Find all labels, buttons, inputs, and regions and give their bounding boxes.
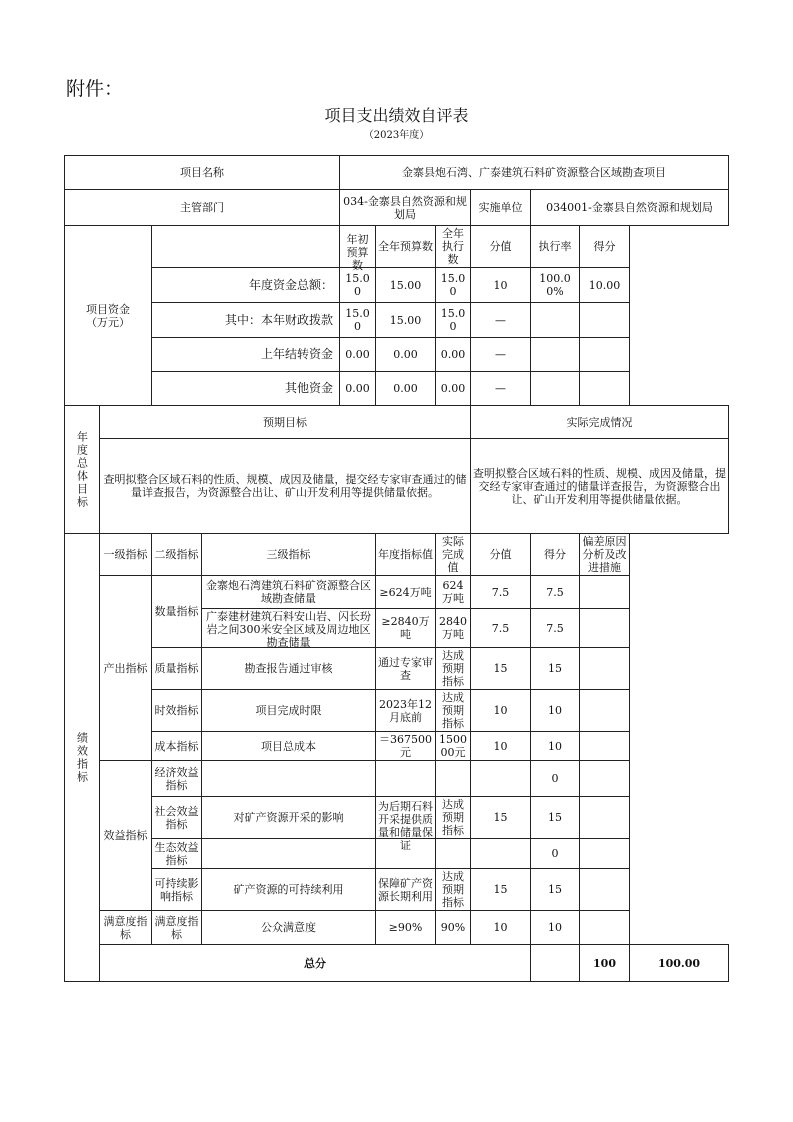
total-value: 100 (580, 945, 630, 982)
indicator-actual: 达成预期指标 (436, 648, 471, 690)
funds-row-label: 上年结转资金 (152, 338, 340, 372)
funds-budget: 15.00 (376, 303, 436, 338)
indicator-value: 15 (471, 869, 531, 911)
indicator-note (580, 576, 630, 609)
funds-header-score: 得分 (580, 226, 630, 268)
perf-header-deviation: 偏差原因分析及改进措施 (580, 534, 630, 576)
indicator-value: 15 (471, 648, 531, 690)
funds-initial: 15.00 (340, 268, 376, 303)
self-evaluation-table (64, 155, 729, 982)
indicator-score: 10 (531, 732, 580, 761)
indicator-target: 2023年12月底前 (376, 690, 436, 732)
perf-header-level2: 二级指标 (152, 534, 202, 576)
funds-score (580, 338, 630, 372)
indicator-note (580, 761, 630, 797)
indicator-value: 7.5 (471, 609, 531, 648)
indicator-row (65, 911, 729, 945)
funds-header-budget: 全年预算数 (376, 226, 436, 268)
perf-header-value: 分值 (471, 534, 531, 576)
indicator-third-level: 项目总成本 (202, 732, 376, 761)
indicator-target: ＝367500元 (376, 732, 436, 761)
indicator-note (580, 648, 630, 690)
indicator-target: 保障矿产资源长期利用 (376, 869, 436, 911)
indicator-score: 7.5 (531, 609, 580, 648)
indicator-third-level (202, 839, 376, 869)
funds-row (65, 372, 729, 406)
department-value: 034-金寨县自然资源和规划局 (340, 190, 471, 226)
indicator-note (580, 690, 630, 732)
funds-score-value: 10 (471, 268, 531, 303)
funds-initial: 0.00 (340, 372, 376, 406)
goals-text-row (65, 439, 729, 534)
total-row (65, 945, 729, 982)
funds-row (65, 268, 729, 303)
funds-initial: 0.00 (340, 338, 376, 372)
indicator-value (471, 839, 531, 869)
indicator-note (580, 609, 630, 648)
indicator-actual: 2840万吨 (436, 609, 471, 648)
social-benefit-label: 社会效益指标 (152, 797, 202, 839)
funds-score-value: — (471, 338, 531, 372)
quality-indicators-label: 质量指标 (152, 648, 202, 690)
funds-header-blank (152, 226, 340, 268)
satisfaction-indicators-label: 满意度指标 (100, 911, 152, 945)
performance-indicators-label: 绩效指标 (65, 534, 100, 982)
indicator-actual: 150000元 (436, 732, 471, 761)
funds-row (65, 303, 729, 338)
funds-score (580, 303, 630, 338)
indicator-score: 15 (531, 869, 580, 911)
page-title: 项目支出绩效自评表 (324, 106, 469, 125)
indicator-value: 10 (471, 732, 531, 761)
indicator-actual (436, 839, 471, 869)
department-row (65, 190, 729, 226)
indicator-third-level: 对矿产资源开采的影响 (202, 797, 376, 839)
indicator-actual: 624万吨 (436, 576, 471, 609)
funds-header-row (65, 226, 729, 268)
project-funds-label: 项目资金 （万元） (65, 226, 152, 406)
indicator-actual: 90% (436, 911, 471, 945)
funds-initial: 15.00 (340, 303, 376, 338)
indicator-row (65, 648, 729, 690)
ecological-benefit-label: 生态效益指标 (152, 839, 202, 869)
project-name-row (65, 156, 729, 190)
indicator-target (376, 761, 436, 797)
expected-goal-text: 查明拟整合区域石料的性质、规模、成因及储量，提交经专家审查通过的储量详查报告，为资源整合出让、矿山开发利用等提供储量依据。 (100, 439, 471, 534)
benefit-indicators-label: 效益指标 (100, 761, 152, 911)
funds-row-label: 其中：本年财政拨款 (152, 303, 340, 338)
indicator-third-level: 广泰建材建筑石料安山岩、闪长玢岩之间300米安全区域及周边地区勘查储量 (202, 609, 376, 648)
goals-header-row (65, 406, 729, 439)
indicator-row (65, 576, 729, 609)
indicator-value: 10 (471, 690, 531, 732)
indicator-third-level: 勘查报告通过审核 (202, 648, 376, 690)
indicator-value: 15 (471, 797, 531, 839)
funds-score (580, 372, 630, 406)
indicator-row (65, 797, 729, 839)
indicator-score: 10 (531, 911, 580, 945)
performance-header-row (65, 534, 729, 576)
implementing-unit-value: 034001-金寨县自然资源和规划局 (531, 190, 729, 226)
funds-rate (531, 338, 580, 372)
indicator-row (65, 761, 729, 797)
funds-header-executed: 全年执行数 (436, 226, 471, 268)
funds-header-score-value: 分值 (471, 226, 531, 268)
indicator-actual: 达成预期指标 (436, 690, 471, 732)
indicator-score: 10 (531, 690, 580, 732)
indicator-third-level: 项目完成时限 (202, 690, 376, 732)
funds-row-label: 年度资金总额： (152, 268, 340, 303)
funds-budget: 0.00 (376, 372, 436, 406)
indicator-third-level (202, 761, 376, 797)
indicator-actual: 达成预期指标 (436, 869, 471, 911)
perf-header-actual: 实际完成值 (436, 534, 471, 576)
funds-score: 10.00 (580, 268, 630, 303)
total-label: 总分 (100, 945, 531, 982)
expected-goal-header: 预期目标 (100, 406, 471, 439)
indicator-third-level: 公众满意度 (202, 911, 376, 945)
indicator-score: 15 (531, 797, 580, 839)
indicator-target: 为后期石料开采提供质量和储量保证 (376, 797, 436, 839)
funds-budget: 0.00 (376, 338, 436, 372)
perf-header-level3: 三级指标 (202, 534, 376, 576)
sustainability-label: 可持续影响指标 (152, 869, 202, 911)
timeliness-indicators-label: 时效指标 (152, 690, 202, 732)
implementing-unit-label: 实施单位 (471, 190, 531, 226)
indicator-row (65, 839, 729, 869)
page-subtitle: （2023年度） (363, 130, 430, 141)
satisfaction-sub-label: 满意度指标 (152, 911, 202, 945)
department-label: 主管部门 (65, 190, 340, 226)
perf-header-level1: 一级指标 (100, 534, 152, 576)
actual-goal-header: 实际完成情况 (471, 406, 729, 439)
funds-row (65, 338, 729, 372)
actual-goal-text: 查明拟整合区域石料的性质、规模、成因及储量，提交经专家审查通过的储量详查报告，为资源整合出让、矿山开发利用等提供储量依据。 (471, 439, 729, 534)
funds-budget: 15.00 (376, 268, 436, 303)
indicator-value (471, 761, 531, 797)
indicator-score: 7.5 (531, 576, 580, 609)
indicator-note (580, 732, 630, 761)
output-indicators-label: 产出指标 (100, 576, 152, 761)
indicator-row (65, 732, 729, 761)
indicator-target: 通过专家审查 (376, 648, 436, 690)
indicator-actual (436, 761, 471, 797)
funds-rate (531, 372, 580, 406)
indicator-target: ≥2840万吨 (376, 609, 436, 648)
funds-rate (531, 303, 580, 338)
funds-executed: 0.00 (436, 338, 471, 372)
indicator-third-level: 矿产资源的可持续利用 (202, 869, 376, 911)
quantity-indicators-label: 数量指标 (152, 576, 202, 648)
funds-header-initial: 年初预算数 (340, 226, 376, 268)
indicator-value: 10 (471, 911, 531, 945)
indicator-note (580, 797, 630, 839)
indicator-third-level: 金寨炮石湾建筑石料矿资源整合区域勘查储量 (202, 576, 376, 609)
funds-executed: 15.00 (436, 303, 471, 338)
indicator-note (580, 839, 630, 869)
indicator-row (65, 690, 729, 732)
economic-benefit-label: 经济效益指标 (152, 761, 202, 797)
indicator-row (65, 869, 729, 911)
indicator-score: 15 (531, 648, 580, 690)
cost-indicators-label: 成本指标 (152, 732, 202, 761)
funds-rate: 100.00% (531, 268, 580, 303)
indicator-score: 0 (531, 761, 580, 797)
indicator-note (580, 911, 630, 945)
indicator-target: ≥624万吨 (376, 576, 436, 609)
funds-score-value: — (471, 303, 531, 338)
indicator-value: 7.5 (471, 576, 531, 609)
funds-executed: 15.00 (436, 268, 471, 303)
funds-header-rate: 执行率 (531, 226, 580, 268)
indicator-score: 0 (531, 839, 580, 869)
total-score: 100.00 (630, 945, 729, 982)
indicator-actual: 达成预期指标 (436, 797, 471, 839)
project-name-value: 金寨县炮石湾、广泰建筑石料矿资源整合区域勘查项目 (340, 156, 729, 190)
perf-header-score: 得分 (531, 534, 580, 576)
indicator-target: ≥90% (376, 911, 436, 945)
funds-executed: 0.00 (436, 372, 471, 406)
annual-goals-label: 年度总体目标 (65, 406, 100, 534)
perf-header-target: 年度指标值 (376, 534, 436, 576)
total-blank (531, 945, 580, 982)
indicator-note (580, 869, 630, 911)
funds-row-label: 其他资金 (152, 372, 340, 406)
project-name-label: 项目名称 (65, 156, 340, 190)
funds-score-value: — (471, 372, 531, 406)
attachment-label: 附件： (66, 78, 124, 100)
